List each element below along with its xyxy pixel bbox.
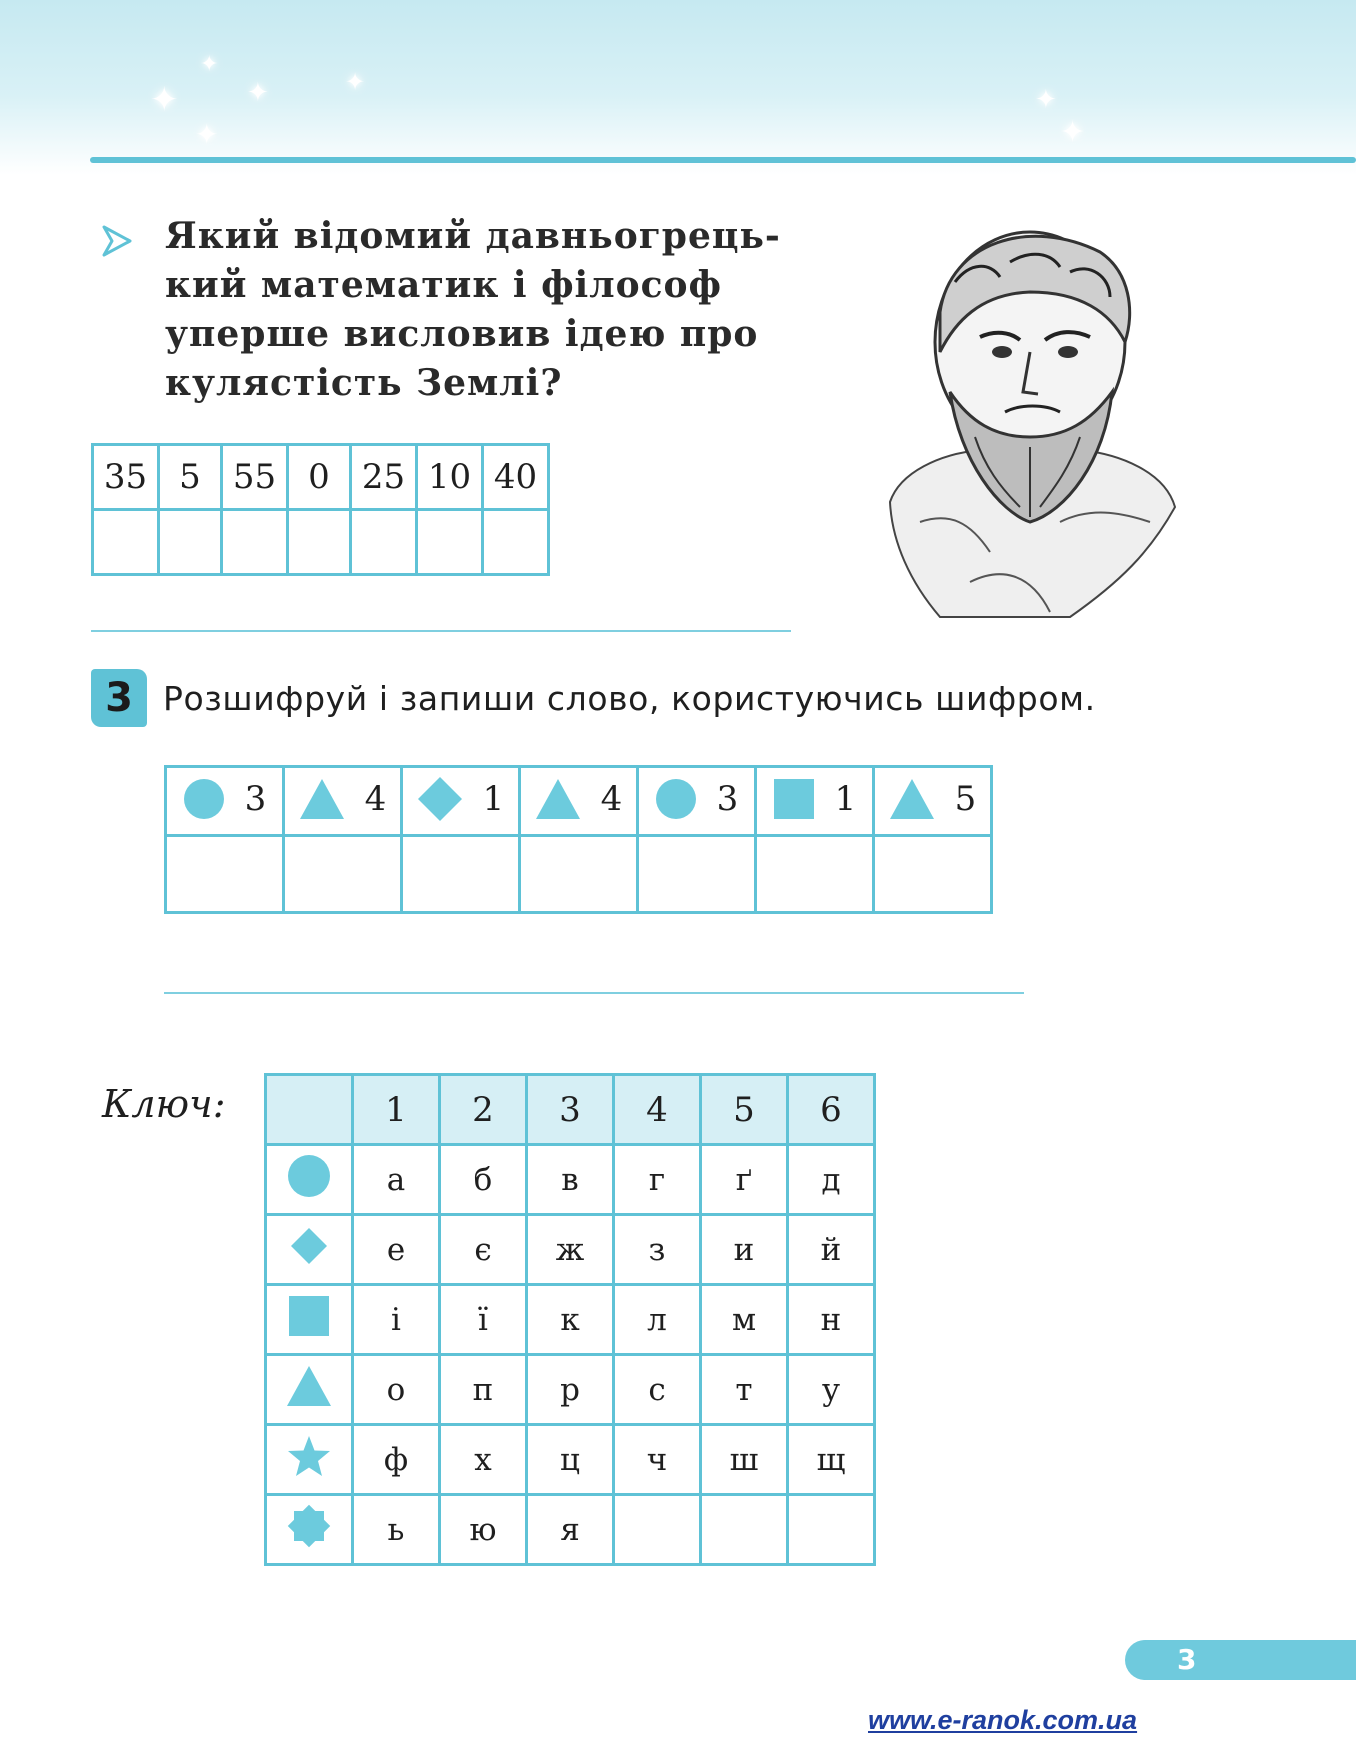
key-row xyxy=(266,1215,875,1285)
number-cell: 25 xyxy=(351,445,417,510)
key-letter-cell xyxy=(614,1495,701,1565)
key-row xyxy=(266,1355,875,1425)
key-letter-cell: ї xyxy=(440,1285,527,1355)
cipher-cell xyxy=(756,767,874,836)
key-letter-cell: щ xyxy=(788,1425,875,1495)
header-divider xyxy=(90,157,1356,163)
number-cell: 40 xyxy=(483,445,549,510)
answer-cell[interactable] xyxy=(93,510,159,575)
key-shape-cell xyxy=(266,1285,353,1355)
key-row xyxy=(266,1285,875,1355)
question-line: уперше висловив ідею про xyxy=(165,313,759,355)
key-letter-cell xyxy=(788,1495,875,1565)
key-letter-cell: ф xyxy=(353,1425,440,1495)
key-letter-cell: л xyxy=(614,1285,701,1355)
number-cell: 5 xyxy=(159,445,222,510)
answer-cell[interactable] xyxy=(288,510,351,575)
cipher-cell xyxy=(520,767,638,836)
answer-cell[interactable] xyxy=(159,510,222,575)
sparkle-icon: ✦ xyxy=(150,80,179,120)
key-letter-cell: р xyxy=(527,1355,614,1425)
sparkle-icon: ✦ xyxy=(247,78,269,108)
footer-link[interactable]: www.e-ranok.com.ua xyxy=(868,1705,1138,1735)
key-letter-cell: б xyxy=(440,1145,527,1215)
key-letter-cell: п xyxy=(440,1355,527,1425)
answer-line[interactable] xyxy=(164,992,1024,994)
key-shape-cell xyxy=(266,1425,353,1495)
key-letter-cell: ш xyxy=(701,1425,788,1495)
key-letter-cell: о xyxy=(353,1355,440,1425)
cipher-cell xyxy=(402,767,520,836)
answer-row xyxy=(93,510,549,575)
cipher-answer-cell[interactable] xyxy=(520,836,638,913)
key-letter-cell: ґ xyxy=(701,1145,788,1215)
key-letter-cell: м xyxy=(701,1285,788,1355)
key-letter-cell: у xyxy=(788,1355,875,1425)
cipher-number: 4 xyxy=(364,779,387,819)
key-letter-cell: к xyxy=(527,1285,614,1355)
cipher-number: 1 xyxy=(482,779,505,819)
cipher-number: 4 xyxy=(600,779,623,819)
answer-cell[interactable] xyxy=(483,510,549,575)
star-icon xyxy=(287,1435,331,1477)
key-letter-cell: я xyxy=(527,1495,614,1565)
question-line: кий математик і філософ xyxy=(165,264,723,306)
key-letter-cell: ч xyxy=(614,1425,701,1495)
key-shape-cell xyxy=(266,1355,353,1425)
circle-icon xyxy=(183,778,225,820)
philosopher-portrait-image xyxy=(880,222,1180,622)
key-letter-cell: в xyxy=(527,1145,614,1215)
square-icon xyxy=(288,1295,330,1337)
key-letter-cell: н xyxy=(788,1285,875,1355)
key-letter-cell: ю xyxy=(440,1495,527,1565)
key-letter-cell: а xyxy=(353,1145,440,1215)
page-number: 3 xyxy=(1125,1640,1356,1680)
key-table xyxy=(264,1073,876,1566)
cipher-cell xyxy=(638,767,756,836)
key-column-header: 6 xyxy=(788,1075,875,1145)
key-letter-cell: ь xyxy=(353,1495,440,1565)
answer-cell[interactable] xyxy=(417,510,483,575)
cipher-number: 1 xyxy=(834,779,857,819)
question-line: кулястість Землі? xyxy=(165,362,563,404)
sparkle-icon: ✦ xyxy=(200,52,219,77)
arrow-bullet-icon xyxy=(100,224,134,258)
cipher-number: 3 xyxy=(716,779,739,819)
cipher-cell xyxy=(874,767,992,836)
key-letter-cell: ц xyxy=(527,1425,614,1495)
cipher-answer-cell[interactable] xyxy=(638,836,756,913)
key-row xyxy=(266,1425,875,1495)
key-letter-cell: с xyxy=(614,1355,701,1425)
key-shape-cell xyxy=(266,1495,353,1565)
triangle-icon xyxy=(286,1365,332,1407)
number-cell: 35 xyxy=(93,445,159,510)
key-row xyxy=(266,1495,875,1565)
cipher-code-row xyxy=(166,767,992,836)
key-corner-cell xyxy=(266,1075,353,1145)
cipher-cell xyxy=(166,767,284,836)
cipher-cell xyxy=(284,767,402,836)
number-cell: 55 xyxy=(222,445,288,510)
key-letter-cell: х xyxy=(440,1425,527,1495)
cipher-table xyxy=(164,765,993,914)
circle-icon xyxy=(655,778,697,820)
key-shape-cell xyxy=(266,1215,353,1285)
sparkle-icon: ✦ xyxy=(1060,115,1086,150)
cipher-answer-cell[interactable] xyxy=(166,836,284,913)
key-letter-cell: г xyxy=(614,1145,701,1215)
diamond-icon xyxy=(290,1227,328,1265)
triangle-icon xyxy=(535,778,581,820)
task-number-badge: 3 xyxy=(91,669,147,727)
cipher-number: 3 xyxy=(244,779,267,819)
answer-cell[interactable] xyxy=(351,510,417,575)
sparkle-icon: ✦ xyxy=(195,118,219,151)
circle-icon xyxy=(287,1154,331,1198)
question-text xyxy=(165,212,800,408)
key-letter-cell xyxy=(701,1495,788,1565)
key-letter-cell: й xyxy=(788,1215,875,1285)
sparkle-icon: ✦ xyxy=(345,68,366,96)
question-line: Який відомий давньогрець- xyxy=(165,215,781,257)
cipher-answer-row xyxy=(166,836,992,913)
diamond-icon xyxy=(417,776,463,822)
sparkle-icon: ✦ xyxy=(1035,85,1057,115)
key-column-header: 4 xyxy=(614,1075,701,1145)
number-row xyxy=(93,445,549,510)
key-header-row xyxy=(266,1075,875,1145)
key-letter-cell: ж xyxy=(527,1215,614,1285)
key-letter-cell: и xyxy=(701,1215,788,1285)
triangle-icon xyxy=(299,778,345,820)
number-table xyxy=(91,443,550,576)
key-column-header: 2 xyxy=(440,1075,527,1145)
answer-line[interactable] xyxy=(91,630,791,632)
square-icon xyxy=(773,778,815,820)
task-instruction: Розшифруй і запиши слово, користуючись шифром. xyxy=(163,679,1096,718)
key-letter-cell: і xyxy=(353,1285,440,1355)
key-column-header: 5 xyxy=(701,1075,788,1145)
key-column-header: 1 xyxy=(353,1075,440,1145)
cipher-answer-cell[interactable] xyxy=(402,836,520,913)
number-cell: 10 xyxy=(417,445,483,510)
key-label: Ключ: xyxy=(102,1082,226,1126)
key-letter-cell: є xyxy=(440,1215,527,1285)
cipher-number: 5 xyxy=(954,779,977,819)
answer-cell[interactable] xyxy=(222,510,288,575)
cipher-answer-cell[interactable] xyxy=(874,836,992,913)
octagram-icon xyxy=(286,1503,332,1549)
key-letter-cell: д xyxy=(788,1145,875,1215)
key-shape-cell xyxy=(266,1145,353,1215)
key-letter-cell: т xyxy=(701,1355,788,1425)
key-letter-cell: е xyxy=(353,1215,440,1285)
key-row xyxy=(266,1145,875,1215)
key-column-header: 3 xyxy=(527,1075,614,1145)
key-letter-cell: з xyxy=(614,1215,701,1285)
number-cell: 0 xyxy=(288,445,351,510)
cipher-answer-cell[interactable] xyxy=(756,836,874,913)
triangle-icon xyxy=(889,778,935,820)
cipher-answer-cell[interactable] xyxy=(284,836,402,913)
